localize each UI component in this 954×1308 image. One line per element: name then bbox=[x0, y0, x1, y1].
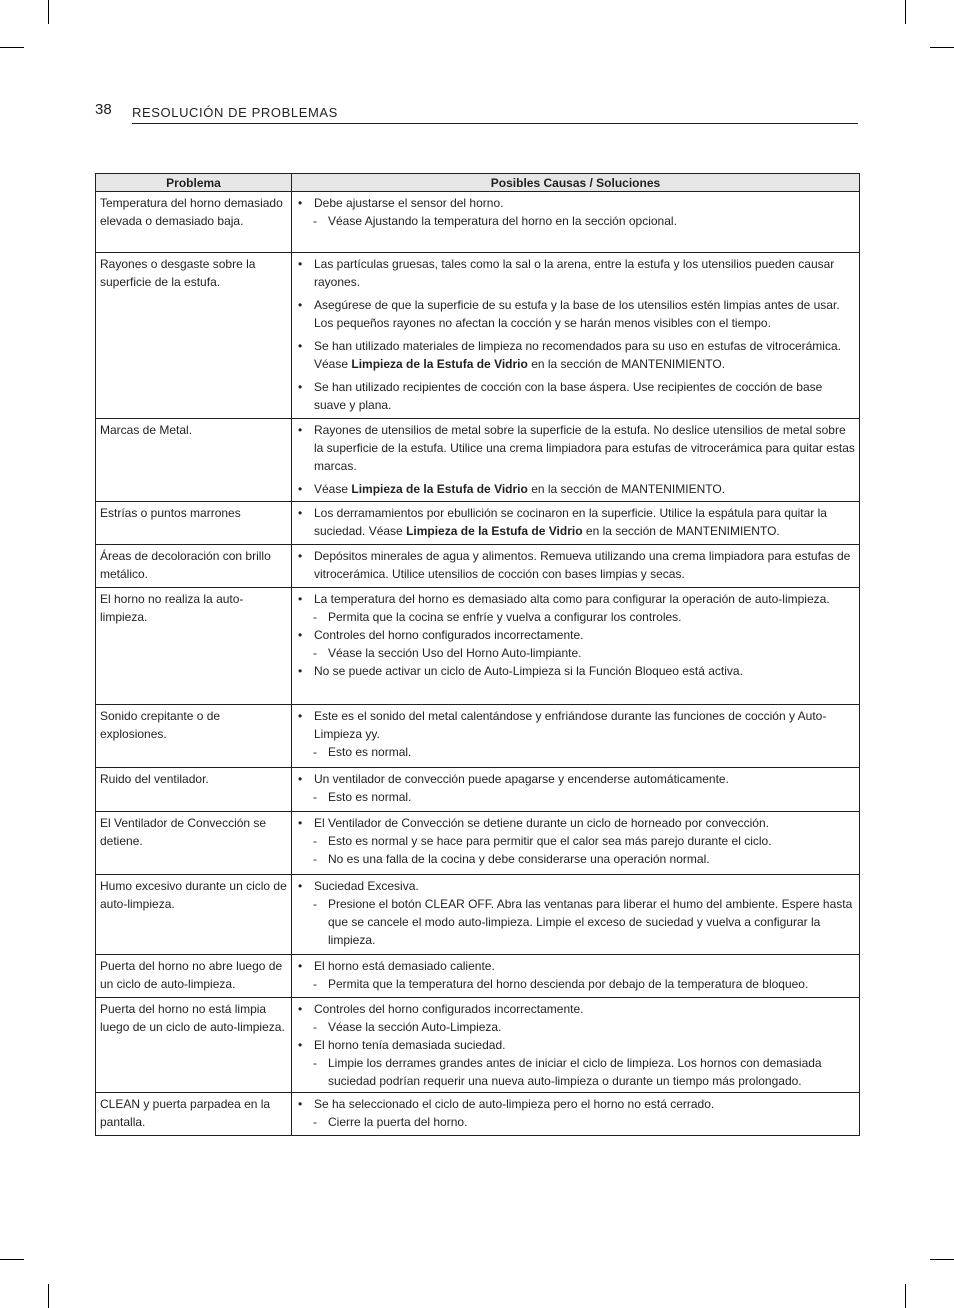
item-reference: Limpieza de la Estufa de Vidrio bbox=[351, 482, 528, 496]
header-divider bbox=[132, 123, 858, 124]
sub-item: - Véase Ajustando la temperatura del horno en la sección opcional. bbox=[296, 212, 855, 230]
page-number: 38 bbox=[95, 101, 112, 118]
item-text: Se han utilizado materiales de limpieza no recomendados para su uso en estufas de vitrocerámica. Véase bbox=[314, 339, 841, 371]
crop-mark bbox=[930, 47, 954, 48]
solution-cell bbox=[292, 545, 860, 588]
table-row bbox=[96, 253, 860, 419]
bullet-item: • Se han utilizado recipientes de cocción con la base áspera. Use recipientes de cocción de base suave y plana. bbox=[296, 378, 855, 414]
solution-cell bbox=[292, 192, 860, 253]
problem-cell: El Ventilador de Convección se detiene. bbox=[96, 812, 292, 875]
sub-item: - Esto es normal. bbox=[296, 788, 855, 806]
table-row bbox=[96, 812, 860, 875]
bullet-item bbox=[296, 504, 855, 540]
bullet-item bbox=[296, 337, 855, 373]
solution-cell bbox=[292, 998, 860, 1093]
crop-mark bbox=[905, 1284, 906, 1308]
problem-cell: Estrías o puntos marrones bbox=[96, 502, 292, 545]
problem-cell: El horno no realiza la auto-limpieza. bbox=[96, 588, 292, 705]
problem-cell: Áreas de decoloración con brillo metálico. bbox=[96, 545, 292, 588]
item-text: Los derramamientos por ebullición se cocinaron en la superficie. Utilice la espátula para quitar la suciedad. Véase bbox=[314, 506, 827, 538]
bullet-item: • No se puede activar un ciclo de Auto-Limpieza si la Función Bloqueo está activa. bbox=[296, 662, 855, 680]
problem-cell: Sonido crepitante o de explosiones. bbox=[96, 705, 292, 768]
sub-item: - Presione el botón CLEAR OFF. Abra las ventanas para liberar el humo del ambiente. Espere hasta que se cancele el modo auto-limpieza. Limpie el exceso de suciedad y vuelva a configurar la limpieza. bbox=[296, 895, 855, 949]
table-row bbox=[96, 588, 860, 705]
problem-cell: Rayones o desgaste sobre la superficie de la estufa. bbox=[96, 253, 292, 419]
sub-item: - Permita que la temperatura del horno descienda por debajo de la temperatura de bloqueo. bbox=[296, 975, 855, 993]
bullet-item: • El horno está demasiado caliente. bbox=[296, 957, 855, 975]
item-reference: Limpieza de la Estufa de Vidrio bbox=[351, 357, 528, 371]
bullet-item: • Depósitos minerales de agua y alimentos. Remueva utilizando una crema limpiadora para estufas de vitrocerámica. Utilice utensilios de cocción con bases limpias y secas. bbox=[296, 547, 855, 583]
table-row bbox=[96, 705, 860, 768]
table-row bbox=[96, 545, 860, 588]
bullet-item: • Asegúrese de que la superficie de su estufa y la base de los utensilios estén limpias antes de usar. Los pequeños rayones no afectan la cocción y se harán menos visibles con el tiempo. bbox=[296, 296, 855, 332]
item-reference: Limpieza de la Estufa de Vidrio bbox=[406, 524, 583, 538]
bullet-item: • Debe ajustarse el sensor del horno. bbox=[296, 194, 855, 212]
crop-mark bbox=[0, 47, 24, 48]
crop-mark bbox=[930, 1259, 954, 1260]
problem-cell: Marcas de Metal. bbox=[96, 419, 292, 502]
solution-cell bbox=[292, 588, 860, 705]
problem-cell: CLEAN y puerta parpadea en la pantalla. bbox=[96, 1093, 292, 1136]
section-title: RESOLUCIÓN DE PROBLEMAS bbox=[132, 105, 338, 120]
solution-cell bbox=[292, 812, 860, 875]
bullet-item: • El horno tenía demasiada suciedad. bbox=[296, 1036, 855, 1054]
bullet-item: • Las partículas gruesas, tales como la sal o la arena, entre la estufa y los utensilios pueden causar rayones. bbox=[296, 255, 855, 291]
table-row bbox=[96, 875, 860, 955]
column-header-solutions: Posibles Causas / Soluciones bbox=[292, 174, 860, 192]
table-row bbox=[96, 192, 860, 253]
item-text: Véase bbox=[314, 482, 352, 496]
problem-cell: Temperatura del horno demasiado elevada o demasiado baja. bbox=[96, 192, 292, 253]
bullet-item: • Rayones de utensilios de metal sobre la superficie de la estufa. No deslice utensilios de metal sobre la superficie de la estufa. Utilice una crema limpiadora para estufas de vitrocerámica para quitar estas marcas. bbox=[296, 421, 855, 475]
problem-cell: Puerta del horno no está limpia luego de un ciclo de auto-limpieza. bbox=[96, 998, 292, 1093]
bullet-item: • Este es el sonido del metal calentándose y enfriándose durante las funciones de cocción y Auto-Limpieza yy. bbox=[296, 707, 855, 743]
solution-cell bbox=[292, 419, 860, 502]
bullet-item: • Suciedad Excesiva. bbox=[296, 877, 855, 895]
bullet-item: • Un ventilador de convección puede apagarse y encenderse automáticamente. bbox=[296, 770, 855, 788]
problem-cell: Ruido del ventilador. bbox=[96, 768, 292, 812]
table-row bbox=[96, 1093, 860, 1136]
sub-item: - Limpie los derrames grandes antes de iniciar el ciclo de limpieza. Los hornos con demasiada suciedad podrían requerir una nueva auto-limpieza o durante un tiempo más prolongado. bbox=[296, 1054, 855, 1090]
bullet-item: • El Ventilador de Convección se detiene durante un ciclo de horneado por convección. bbox=[296, 814, 855, 832]
item-text: en la sección de MANTENIMIENTO. bbox=[527, 482, 726, 496]
bullet-item bbox=[296, 480, 855, 498]
solution-cell bbox=[292, 955, 860, 998]
item-text: en la sección de MANTENIMIENTO. bbox=[582, 524, 780, 538]
problem-cell: Puerta del horno no abre luego de un ciclo de auto-limpieza. bbox=[96, 955, 292, 998]
crop-mark bbox=[48, 0, 49, 24]
sub-item: - No es una falla de la cocina y debe considerarse una operación normal. bbox=[296, 850, 855, 868]
sub-item: - Permita que la cocina se enfríe y vuelva a configurar los controles. bbox=[296, 608, 855, 626]
table-header-row bbox=[96, 174, 860, 192]
solution-cell bbox=[292, 1093, 860, 1136]
problem-cell: Humo excesivo durante un ciclo de auto-limpieza. bbox=[96, 875, 292, 955]
bullet-item: • Controles del horno configurados incorrectamente. bbox=[296, 626, 855, 644]
sub-item: - Esto es normal y se hace para permitir que el calor sea más parejo durante el ciclo. bbox=[296, 832, 855, 850]
sub-item: - Véase la sección Uso del Horno Auto-limpiante. bbox=[296, 644, 855, 662]
crop-mark bbox=[0, 1259, 24, 1260]
troubleshooting-table bbox=[95, 173, 860, 1136]
table-row bbox=[96, 419, 860, 502]
crop-mark bbox=[905, 0, 906, 24]
table-row bbox=[96, 502, 860, 545]
crop-mark bbox=[48, 1284, 49, 1308]
sub-item: - Véase la sección Auto-Limpieza. bbox=[296, 1018, 855, 1036]
bullet-item: • Controles del horno configurados incorrectamente. bbox=[296, 1000, 855, 1018]
solution-cell bbox=[292, 705, 860, 768]
sub-item: - Esto es normal. bbox=[296, 743, 855, 761]
table-row bbox=[96, 998, 860, 1093]
solution-cell bbox=[292, 768, 860, 812]
solution-cell bbox=[292, 502, 860, 545]
column-header-problem: Problema bbox=[96, 174, 292, 192]
solution-cell bbox=[292, 253, 860, 419]
table-row bbox=[96, 955, 860, 998]
table-row bbox=[96, 768, 860, 812]
table-body bbox=[96, 192, 860, 1136]
bullet-item: • Se ha seleccionado el ciclo de auto-limpieza pero el horno no está cerrado. bbox=[296, 1095, 855, 1113]
item-text: en la sección de MANTENIMIENTO. bbox=[527, 357, 726, 371]
solution-cell bbox=[292, 875, 860, 955]
bullet-item: • La temperatura del horno es demasiado alta como para configurar la operación de auto-limpieza. bbox=[296, 590, 855, 608]
sub-item: - Cierre la puerta del horno. bbox=[296, 1113, 855, 1131]
